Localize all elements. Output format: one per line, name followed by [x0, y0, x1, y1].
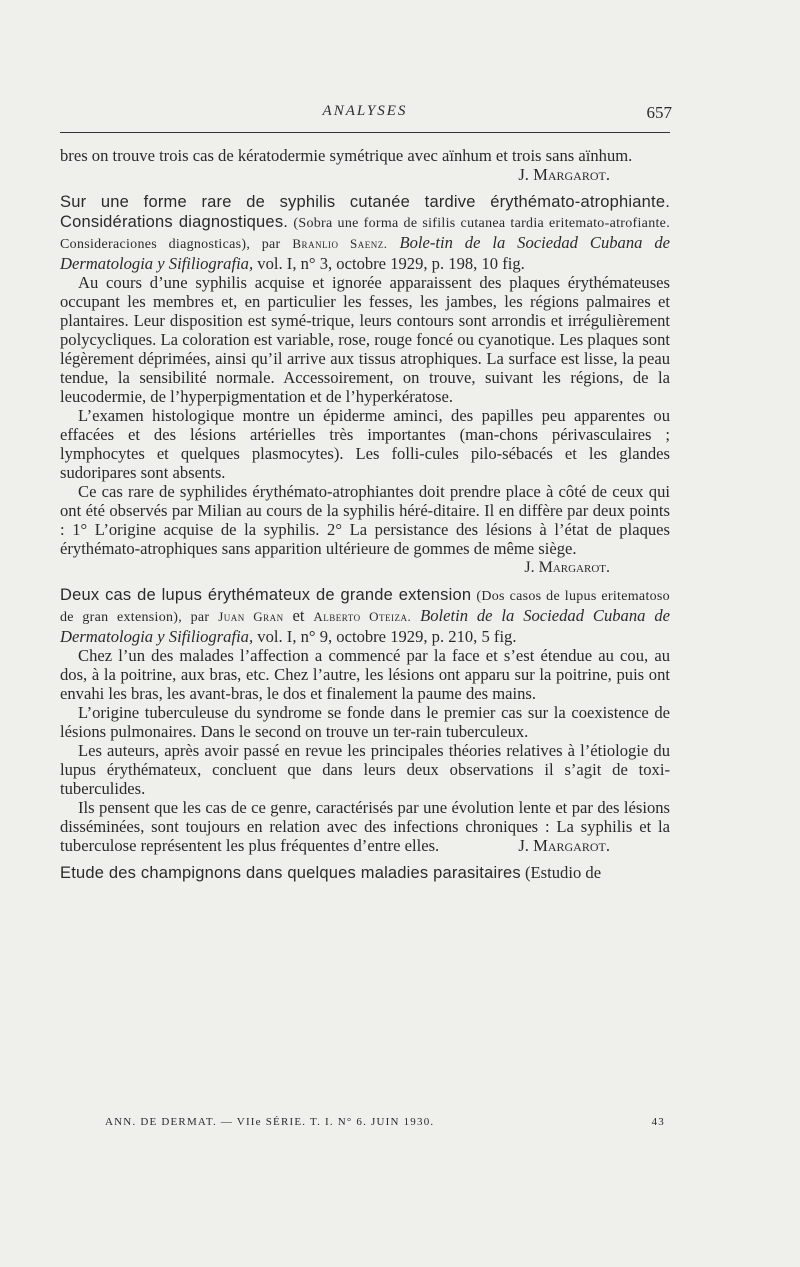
article-2-details: vol. I, n° 9, octobre 1929, p. 210, 5 fig.: [257, 627, 517, 646]
article-1-ref-spanish: (Sobra une forma de sifilis cutanea tardia eritemato-atrofiante. Consideraciones diagnosticas), par: [60, 216, 671, 252]
carry-over-text: bres on trouve trois cas de kératodermie symétrique avec aïnhum et trois sans aïnhum.: [60, 146, 633, 165]
article-1-title: Sur une forme rare de syphilis cutanée tardive érythémato-atrophiante. Considérations diagnostiques.: [60, 193, 670, 231]
page-header: [60, 103, 670, 125]
article-2-and: et: [292, 606, 305, 625]
carry-over-paragraph: [60, 146, 670, 184]
article-2-journal: Boletin de la Sociedad Cubana de Dermatologia y Sifiliografia,: [60, 606, 670, 646]
article-2-paragraph-1: Chez l’un des malades l’affection a commencé par la face et s’est étendue au cou, au dos, à la poitrine, aux bras, etc. Chez l’autre, les lésions ont apparu sur la poitrine, puis ont envahi les bras, les avant-bras, le dos et finalement la paume des mains.: [60, 646, 670, 703]
carry-over-signature: J. Margarot.: [518, 165, 610, 184]
article-1-journal: Bole-tin de la Sociedad Cubana de Dermatologia y Sifiliografia,: [60, 233, 670, 273]
article-2-author-2: Alberto Oteiza.: [313, 609, 412, 624]
page-number: 657: [646, 103, 672, 122]
article-3-ref-start: (Estudio de: [525, 863, 602, 882]
article-2-title: Deux cas de lupus érythémateux de grande extension: [60, 586, 472, 604]
header-rule: [60, 132, 670, 133]
page-body: [60, 146, 670, 883]
article-2-paragraph-4: [60, 798, 670, 855]
article-1-details: vol. I, n° 3, octobre 1929, p. 198, 10 fig.: [257, 254, 525, 273]
article-2-heading: [60, 585, 670, 646]
article-1-heading: [60, 192, 670, 273]
article-1-paragraph-3: Ce cas rare de syphilides érythémato-atrophiantes doit prendre place à côté de ceux qui ont été observés par Milian au cours de la syphilis héré-ditaire. Il en diffère par deux points : 1° L’origine acquise de la syphilis. 2° La persistance des lésions à l’état de plaques érythémato-atrophiques sans apparition ultérieure de gommes de même siège.: [60, 482, 670, 558]
article-1-signature: J. Margarot.: [524, 559, 610, 576]
article-2-signature: J. Margarot.: [518, 836, 610, 855]
article-2-ref-spanish: (Dos casos de lupus eritematoso de gran extension), par: [60, 589, 670, 625]
article-2-author-1: Juan Gran: [218, 609, 284, 624]
article-3: [60, 863, 670, 883]
article-2-last-text: Ils pensent que les cas de ce genre, caractérisés par une évolution lente et par des lésions disséminées, sont toujours en relation avec des infections chroniques : La syphilis et la tuberculose représentent les plus fréquentes d’entre elles.: [60, 798, 670, 855]
article-1-paragraph-2: L’examen histologique montre un épiderme aminci, des papilles peu apparentes ou effacées et des lésions artérielles très importantes (man-chons périvasculaires ; lymphocytes et quelques plasmocytes). Les folli-cules pilo-sébacés et les glandes sudoripares sont absents.: [60, 406, 670, 482]
article-2-paragraph-3: Les auteurs, après avoir passé en revue les principales théories relatives à l’étiologie du lupus érythémateux, concluent que dans leurs deux observations il s’agit de toxi-tuberculides.: [60, 741, 670, 798]
article-3-heading: [60, 863, 670, 883]
page-footer: [105, 1116, 665, 1128]
article-3-title: Etude des champignons dans quelques maladies parasitaires: [60, 864, 521, 882]
running-head: ANALYSES: [322, 103, 408, 119]
footer-folio: 43: [651, 1116, 665, 1128]
article-2-paragraph-2: L’origine tuberculeuse du syndrome se fonde dans le premier cas sur la coexistence de lésions pulmonaires. Dans le second on trouve un ter-rain tuberculeux.: [60, 703, 670, 741]
article-2: [60, 585, 670, 855]
article-1-paragraph-1: Au cours d’une syphilis acquise et ignorée apparaissent des plaques érythémateuses occupant les membres et, en particulier les fesses, les jambes, les régions palmaires et plantaires. Leur disposition est symé-trique, leurs contours sont arrondis et irrégulièrement polycycliques. La coloration est variable, rose, rouge foncé ou cyanotique. Les plaques sont légèrement déprimées, ainsi qu’il arrive aux tissus atrophiques. La surface est lisse, la peau tendue, la sensibilité normale. Accessoirement, on trouve, suivant les régions, de la leucodermie, de l’hyperpigmentation et de l’hyperkératose.: [60, 273, 670, 406]
article-1-author: Branlio Saenz.: [292, 236, 388, 251]
article-1: [60, 192, 670, 577]
footer-journal-line: ANN. DE DERMAT. — VIIe SÉRIE. T. I. N° 6. JUIN 1930.: [105, 1116, 435, 1128]
